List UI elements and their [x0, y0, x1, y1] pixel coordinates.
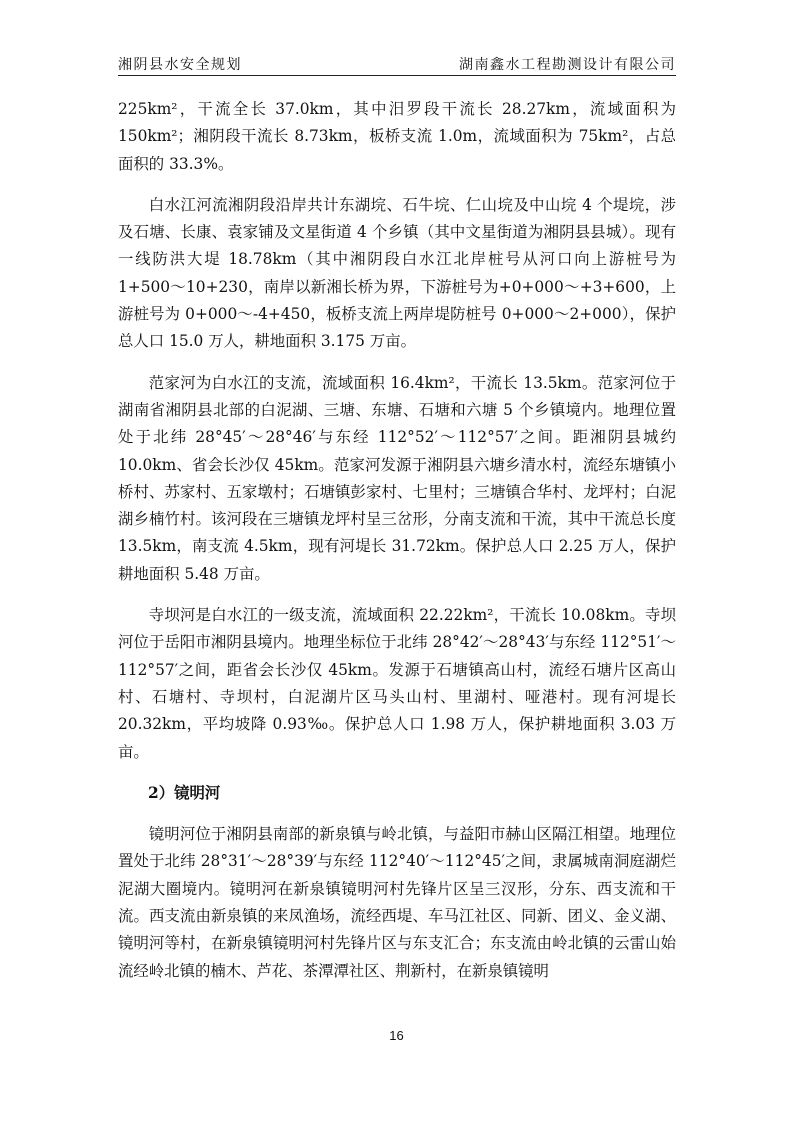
paragraph-sibahe: 寺坝河是白水江的一级支流，流域面积 22.22km²，干流长 10.08km。寺坝河位于岳阳市湘阴县境内。地理坐标位于北纬 28°42′～28°43′与东经 112°51′～112°57′之间，距省会长沙仅 45km。发源于石塘镇高山村，流经石塘片区高山村、石塘村、寺坝村，白泥湖片区马头山村、里湖村、哑港村。现有河堤长 20.32km，平均坡降 0.93‰。保护总人口 1.98 万人，保护耕地面积 3.03 万亩。: [118, 606, 676, 761]
header-divider: [118, 75, 676, 76]
section-heading-jingminghe: 2）镜明河: [148, 783, 221, 802]
paragraph-baishuijiang-dikes: 白水江河流湘阴段沿岸共计东湖垸、石牛垸、仁山垸及中山垸 4 个堤垸，涉及石塘、长康、袁家铺及文星街道 4 个乡镇（其中文星街道为湘阴县县城）。现有一线防洪大堤 18.78km（其中湘阴段白水江北岸桩号从河口向上游桩号为 1+500～10+230，南岸以新湘长桥为界，下游桩号为+0+000～+3+600，上游桩号为 0+000～-4+450，板桥支流上两岸堤防桩号 0+000～2+000），保护总人口 15.0 万人，耕地面积 3.175 万亩。: [118, 195, 676, 351]
header-document-title: 湘阴县水安全规划: [118, 57, 242, 73]
paragraph-fanjiahe: 范家河为白水江的支流，流域面积 16.4km²，干流长 13.5km。范家河位于湖南省湘阴县北部的白泥湖、三塘、东塘、石塘和六塘 5 个乡镇境内。地理位置处于北纬 28°45′～28°46′与东经 112°52′～112°57′之间。距湘阴县城约 10.0km、省会长沙仅 45km。范家河发源于湘阴县六塘乡清水村，流经东塘镇小桥村、苏家村、五家墩村；石塘镇彭家村、七里村；三塘镇合华村、龙坪村；白泥湖乡楠竹村。该河段在三塘镇龙坪村呈三岔形，分南支流和干流，其中干流总长度 13.5km，南支流 4.5km，现有河堤长 31.72km。保护总人口 2.25 万人，保护耕地面积 5.48 万亩。: [118, 373, 676, 583]
header-company-name: 湖南鑫水工程勘测设计有限公司: [459, 57, 676, 73]
paragraph-jingminghe: 镜明河位于湘阴县南部的新泉镇与岭北镇，与益阳市赫山区隔江相望。地理位置处于北纬 28°31′～28°39′与东经 112°40′～112°45′之间，隶属城南洞庭湖烂泥湖大圈境内。镜明河在新泉镇镜明河村先锋片区呈三汊形，分东、西支流和干流。西支流由新泉镇的来凤渔场，流经西堤、车马江社区、同新、团义、金义湖、镜明河等村，在新泉镇镜明河村先锋片区与东支汇合；东支流由岭北镇的云雷山始流经岭北镇的楠木、芦花、茶潭潭社区、荆新村，在新泉镇镜明: [118, 825, 676, 980]
page-body: [118, 96, 676, 985]
page-header: [118, 52, 676, 74]
page-number: 16: [389, 1028, 404, 1043]
paragraph-continued: 225km²，干流全长 37.0km，其中汨罗段干流长 28.27km，流域面积为 150km²；湘阴段干流长 8.73km，板桥支流 1.0m，流域面积为 75km²，占总面积的 33.3%。: [118, 100, 676, 173]
